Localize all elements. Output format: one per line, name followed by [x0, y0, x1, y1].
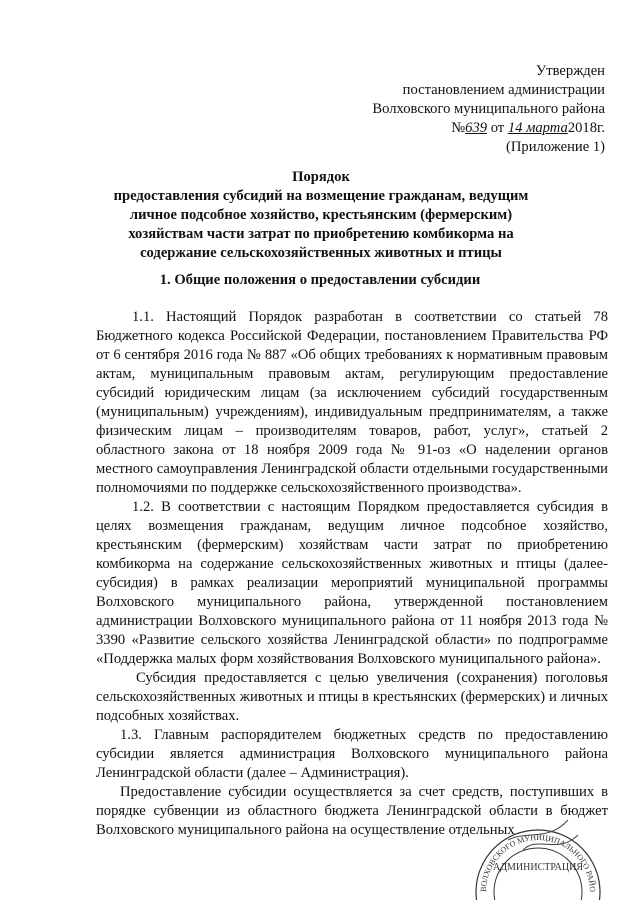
title-line-1: Порядок	[292, 169, 350, 185]
paragraph-1-1: 1.1. Настоящий Порядок разработан в соответствии со статьей 78 Бюджетного кодекса Российской Федерации, постановлением Правительства РФ от 6 сентября 2016 года № 887 «Об общих требованиях к нормативным правовым актам, муниципальным правовым актам, регулирующим предоставление субсидий юридическим лицам (за исключением субсидий государственным (муниципальным) учреждениям), индивидуальным предпринимателям, а также физическим лицам – производителям товаров, работ, услуг», статьей 2 областного закона от 18 ноября 2009 года № 91-оз «О наделении органов местного самоуправления Ленинградской области отдельными государственными полномочиями по поддержке сельскохозяйственного производства».	[96, 309, 608, 496]
approval-line-1: Утвержден	[535, 63, 605, 79]
stamp-ring-text: ВОЛХОВСКОГО МУНИЦИПАЛЬНОГО РАЙО	[478, 832, 598, 893]
document-body	[96, 308, 608, 840]
approval-block	[330, 62, 605, 157]
paragraph-funding: Предоставление субсидии осуществляется за счет средств, поступивших в порядке субвенции из областного бюджета Ленинградской области в бюджет Волховского муниципального района на осуществление отдельных	[96, 784, 608, 838]
approval-number-line	[330, 119, 605, 138]
approval-line-3: Волховского муниципального района	[372, 101, 605, 117]
appendix-label: (Приложение 1)	[506, 139, 605, 155]
year-suffix: 2018г.	[567, 120, 605, 136]
handwritten-number: 639	[465, 120, 488, 136]
from-word: от	[490, 120, 505, 136]
official-stamp	[468, 800, 608, 900]
handwritten-date: 14 марта	[507, 120, 568, 136]
svg-text:ВОЛХОВСКОГО МУНИЦИПАЛЬНОГО РАЙ	[468, 800, 597, 893]
paragraph-subsidy-purpose: Субсидия предоставляется с целью увеличения (сохранения) поголовья сельскохозяйственных животных и птицы в крестьянских (фермерских) и личных подсобных хозяйствах.	[96, 670, 608, 724]
document-title	[96, 168, 546, 263]
section-heading: 1. Общие положения о предоставлении субсидии	[159, 272, 481, 288]
title-line-2: предоставления субсидий на возмещение гражданам, ведущим личное подсобное хозяйство, крестьянским (фермерским) хозяйствам части затрат по приобретению комбикорма на содержание сельскохозяйственных животных и птицы	[113, 188, 529, 261]
paragraph-1-2: 1.2. В соответствии с настоящим Порядком предоставляется субсидия в целях возмещения гражданам, ведущим личное подсобное хозяйство, крестьянским (фермерским) хозяйствам части затрат по приобретению комбикорма на содержание сельскохозяйственных животных и птицы (далее-субсидия) в рамках реализации мероприятий муниципальной программы Волховского муниципального района, утвержденной постановлением администрации Волховского муниципального района от 11 ноября 2013 года № 3390 «Развитие сельского хозяйства Ленинградской области» по подпрограмме «Поддержка малых форм хозяйствования Волховского муниципального района».	[96, 499, 608, 667]
approval-line-2: постановлением администрации	[402, 82, 605, 98]
stamp-center-text: АДМИНИСТРАЦИЯ	[493, 862, 583, 873]
number-prefix: №	[451, 120, 466, 136]
paragraph-1-3: 1.3. Главным распорядителем бюджетных средств по предоставлению субсидии является администрация Волховского муниципального района Ленинградской области (далее – Администрация).	[96, 727, 608, 781]
